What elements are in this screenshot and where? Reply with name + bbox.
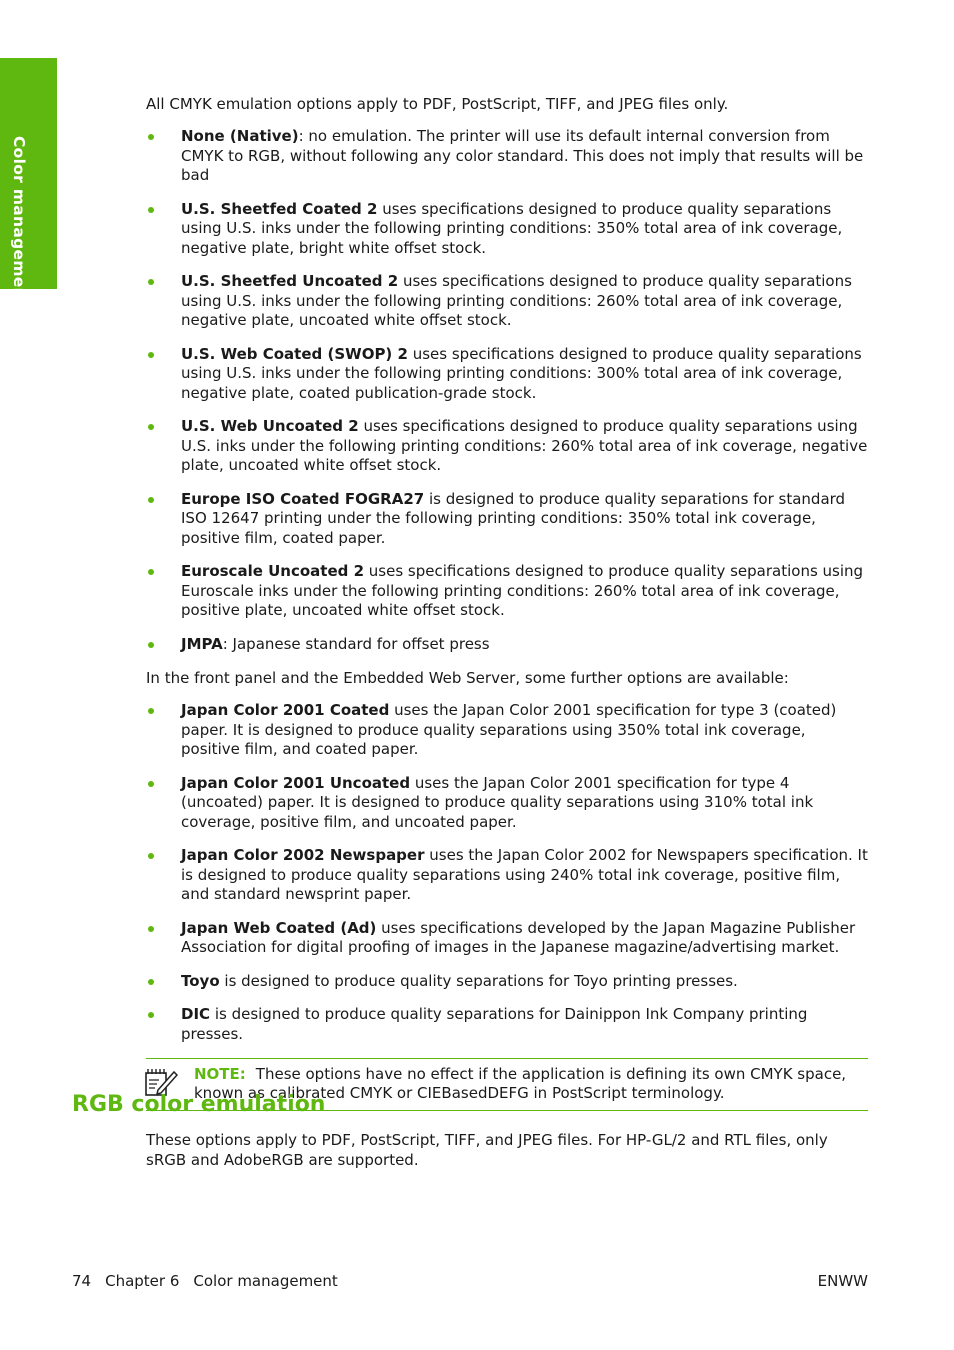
option-description: is designed to produce quality separations for Dainippon Ink Company printing presses. <box>181 1005 808 1043</box>
option-description: is designed to produce quality separations for standard ISO 12647 printing under the following printing conditions: 350% total ink coverage, positive film, coated paper. <box>181 489 846 547</box>
cmyk-options-list <box>146 127 868 654</box>
page-number: 74 <box>72 1272 92 1290</box>
option-description: : Japanese standard for offset press <box>222 634 490 653</box>
bullet-icon <box>148 279 154 285</box>
option-name: Europe ISO Coated FOGRA27 <box>181 489 425 508</box>
bullet-icon <box>148 926 154 932</box>
option-description: uses the Japan Color 2002 for Newspapers specification. It is designed to produce quality separations using 240% total ink coverage, positive film, and standard newsprint paper. <box>181 846 868 903</box>
main-content <box>146 94 868 1111</box>
option-description: uses the Japan Color 2001 specification for type 3 (coated) paper. It is designed to produce quality separations using 350% total ink coverage, positive film, and coated paper. <box>181 701 837 758</box>
bullet-icon <box>148 569 154 575</box>
page-footer <box>72 1272 868 1290</box>
option-item <box>146 774 868 833</box>
option-item <box>146 562 868 621</box>
bullet-icon <box>148 708 154 714</box>
option-item <box>146 490 868 549</box>
option-name: Japan Color 2001 Coated <box>181 701 390 719</box>
option-item <box>146 127 868 186</box>
option-item <box>146 846 868 905</box>
bullet-icon <box>148 853 154 859</box>
further-options-intro: In the front panel and the Embedded Web Server, some further options are available: <box>146 669 789 687</box>
option-item <box>146 635 868 655</box>
chapter-side-tab <box>0 58 57 307</box>
bullet-icon <box>148 352 154 358</box>
bullet-icon <box>148 1012 154 1018</box>
footer-locale: ENWW <box>817 1272 868 1290</box>
option-name: DIC <box>181 1005 211 1023</box>
rgb-description: These options apply to PDF, PostScript, TIFF, and JPEG files. For HP-GL/2 and RTL files, only sRGB and AdobeRGB are supported. <box>146 1131 828 1169</box>
note-text: These options have no effect if the application is defining its own CMYK space, known as calibrated CMYK or CIEBasedDEFG in PostScript terminology. <box>194 1065 847 1102</box>
section-heading-rgb: RGB color emulation <box>72 1092 326 1117</box>
option-item <box>146 200 868 259</box>
footer-chapter: Chapter 6 <box>105 1272 180 1290</box>
cmyk-intro: All CMYK emulation options apply to PDF, PostScript, TIFF, and JPEG files only. <box>146 95 729 113</box>
option-description: uses the Japan Color 2001 specification for type 4 (uncoated) paper. It is designed to produce quality separations using 310% total ink coverage, positive film, and uncoated paper. <box>181 773 814 831</box>
option-name: U.S. Sheetfed Uncoated 2 <box>181 272 399 290</box>
option-item <box>146 272 868 331</box>
bullet-icon <box>148 781 154 787</box>
option-description: uses specifications developed by the Japan Magazine Publisher Association for digital proofing of images in the Japanese magazine/advertising market. <box>181 918 856 956</box>
option-name: U.S. Web Coated (SWOP) 2 <box>181 344 408 363</box>
option-description: is designed to produce quality separations for Toyo printing presses. <box>219 971 738 990</box>
option-item <box>146 919 868 958</box>
side-tab-label: Color management <box>10 136 28 307</box>
note-label: NOTE: <box>194 1065 246 1083</box>
option-description: : no emulation. The printer will use its default internal conversion from CMYK to RGB, without following any color standard. This does not imply that results will be bad <box>181 127 864 184</box>
bullet-icon <box>148 979 154 985</box>
bullet-icon <box>148 134 154 140</box>
option-description: uses specifications designed to produce quality separations using U.S. inks under the following printing conditions: 260% total area of ink coverage, negative plate, uncoated white offset stock. <box>181 417 868 474</box>
option-description: uses specifications designed to produce quality separations using U.S. inks under the following printing conditions: 350% total area of ink coverage, negative plate, bright white offset stock. <box>181 199 843 257</box>
option-item <box>146 701 868 760</box>
option-name: Euroscale Uncoated 2 <box>181 562 365 580</box>
option-name: Toyo <box>181 971 220 990</box>
bullet-icon <box>148 207 154 213</box>
footer-chapter-title: Color management <box>193 1272 338 1290</box>
option-description: uses specifications designed to produce quality separations using U.S. inks under the following printing conditions: 300% total area of ink coverage, negative plate, coated publication-grade stock. <box>181 344 862 402</box>
option-item <box>146 417 868 476</box>
option-item <box>146 1005 868 1044</box>
option-description: uses specifications designed to produce quality separations using Euroscale inks under the following printing conditions: 260% total area of ink coverage, positive plate, uncoated white offset stock. <box>181 562 864 619</box>
option-name: U.S. Sheetfed Coated 2 <box>181 199 378 218</box>
option-name: JMPA <box>181 634 223 653</box>
option-item <box>146 972 868 992</box>
bullet-icon <box>148 497 154 503</box>
bullet-icon <box>148 424 154 430</box>
further-options-list <box>146 701 868 1044</box>
option-name: None (Native) <box>181 127 299 145</box>
option-name: Japan Color 2002 Newspaper <box>181 846 425 864</box>
option-item <box>146 345 868 404</box>
option-description: uses specifications designed to produce quality separations using U.S. inks under the following printing conditions: 260% total area of ink coverage, negative plate, uncoated white offset stock. <box>181 272 852 329</box>
option-name: Japan Color 2001 Uncoated <box>181 773 411 792</box>
bullet-icon <box>148 642 154 648</box>
option-name: Japan Web Coated (Ad) <box>181 918 377 937</box>
option-name: U.S. Web Uncoated 2 <box>181 417 359 435</box>
